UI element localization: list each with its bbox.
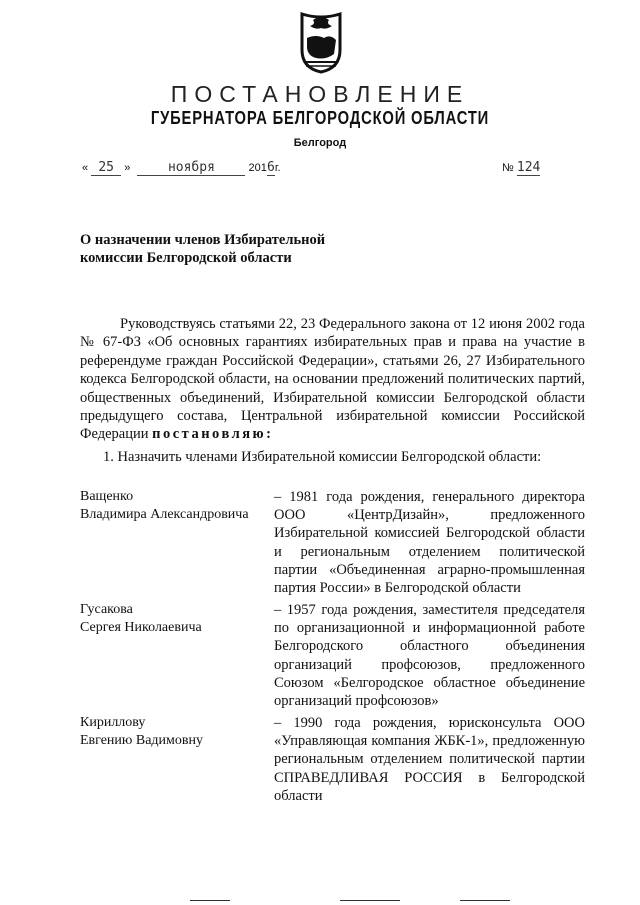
number-label: № — [502, 162, 514, 174]
city-label: Белгород — [293, 137, 347, 149]
document-number — [502, 160, 540, 175]
member-given-names: Евгению Вадимовну — [80, 732, 204, 748]
preamble-paragraph — [80, 315, 585, 444]
coat-of-arms-icon — [296, 10, 346, 74]
number-value: 124 — [516, 160, 541, 175]
member-given-names: Владимира Александровича — [80, 506, 249, 522]
member-surname: Кириллову — [80, 715, 146, 730]
scan-artifact-line — [190, 900, 230, 901]
date-month: ноября — [137, 160, 245, 176]
member-name — [80, 714, 270, 749]
date-open-quote: « — [82, 162, 89, 174]
date-close-quote: » — [124, 162, 131, 174]
member-description: – 1990 года рождения, юрисконсульта ООО «Управляющая компания ЖБК-1», предложенную региональным отделением политической партии СПРАВЕДЛИВАЯ РОССИЯ в Белгородской области — [274, 715, 585, 804]
member-description: – 1981 года рождения, генерального директора ООО «ЦентрДизайн», предложенного Избирательной комиссией Белгородской области и региональным отделением политической партии «Объединенная аграрно-промышленная партия России» в Белгородской области — [274, 489, 585, 597]
preamble-text: Руководствуясь статьями 22, 23 Федерального закона от 12 июня 2002 года № 67-ФЗ «Об основных гарантиях избирательных прав и права на участие в референдуме граждан Российской Федерации», статьями 26, 27 Избирательного кодекса Белгородской области, на основании предложений политических партий, общественных объединений, Избирательной комиссии Белгородской области предыдущего состава, Центральной избирательной комиссии Российской Федерации — [80, 316, 585, 443]
date-year-digit: 6 — [266, 160, 275, 175]
document-type-heading: ПОСТАНОВЛЕНИЕ — [170, 81, 470, 107]
document-date — [82, 160, 281, 176]
resolve-word: постановляю: — [152, 426, 274, 443]
member-description: – 1957 года рождения, заместителя председателя по организационной и информационной работе Белгородского областного объединения организаций профсоюзов, предложенного Союзом «Белгородское областное объединение организаций профсоюзов» — [274, 602, 585, 710]
member-surname: Гусакова — [80, 602, 133, 617]
member-given-names: Сергея Николаевича — [80, 619, 202, 635]
date-year-suffix: г. — [274, 162, 281, 174]
member-name — [80, 601, 270, 636]
scan-artifact-line — [460, 900, 510, 901]
item-1: 1. Назначить членами Избирательной комиссии Белгородской области: — [103, 449, 542, 465]
issuer-heading: ГУБЕРНАТОРА БЕЛГОРОДСКОЙ ОБЛАСТИ — [150, 108, 490, 128]
member-name — [80, 488, 270, 523]
date-year-prefix: 201 — [248, 162, 267, 174]
date-day: 25 — [91, 160, 121, 176]
member-surname: Ващенко — [80, 489, 134, 504]
document-title: О назначении членов Избирательной комиссии Белгородской области — [80, 232, 326, 266]
scan-artifact-line — [340, 900, 400, 901]
